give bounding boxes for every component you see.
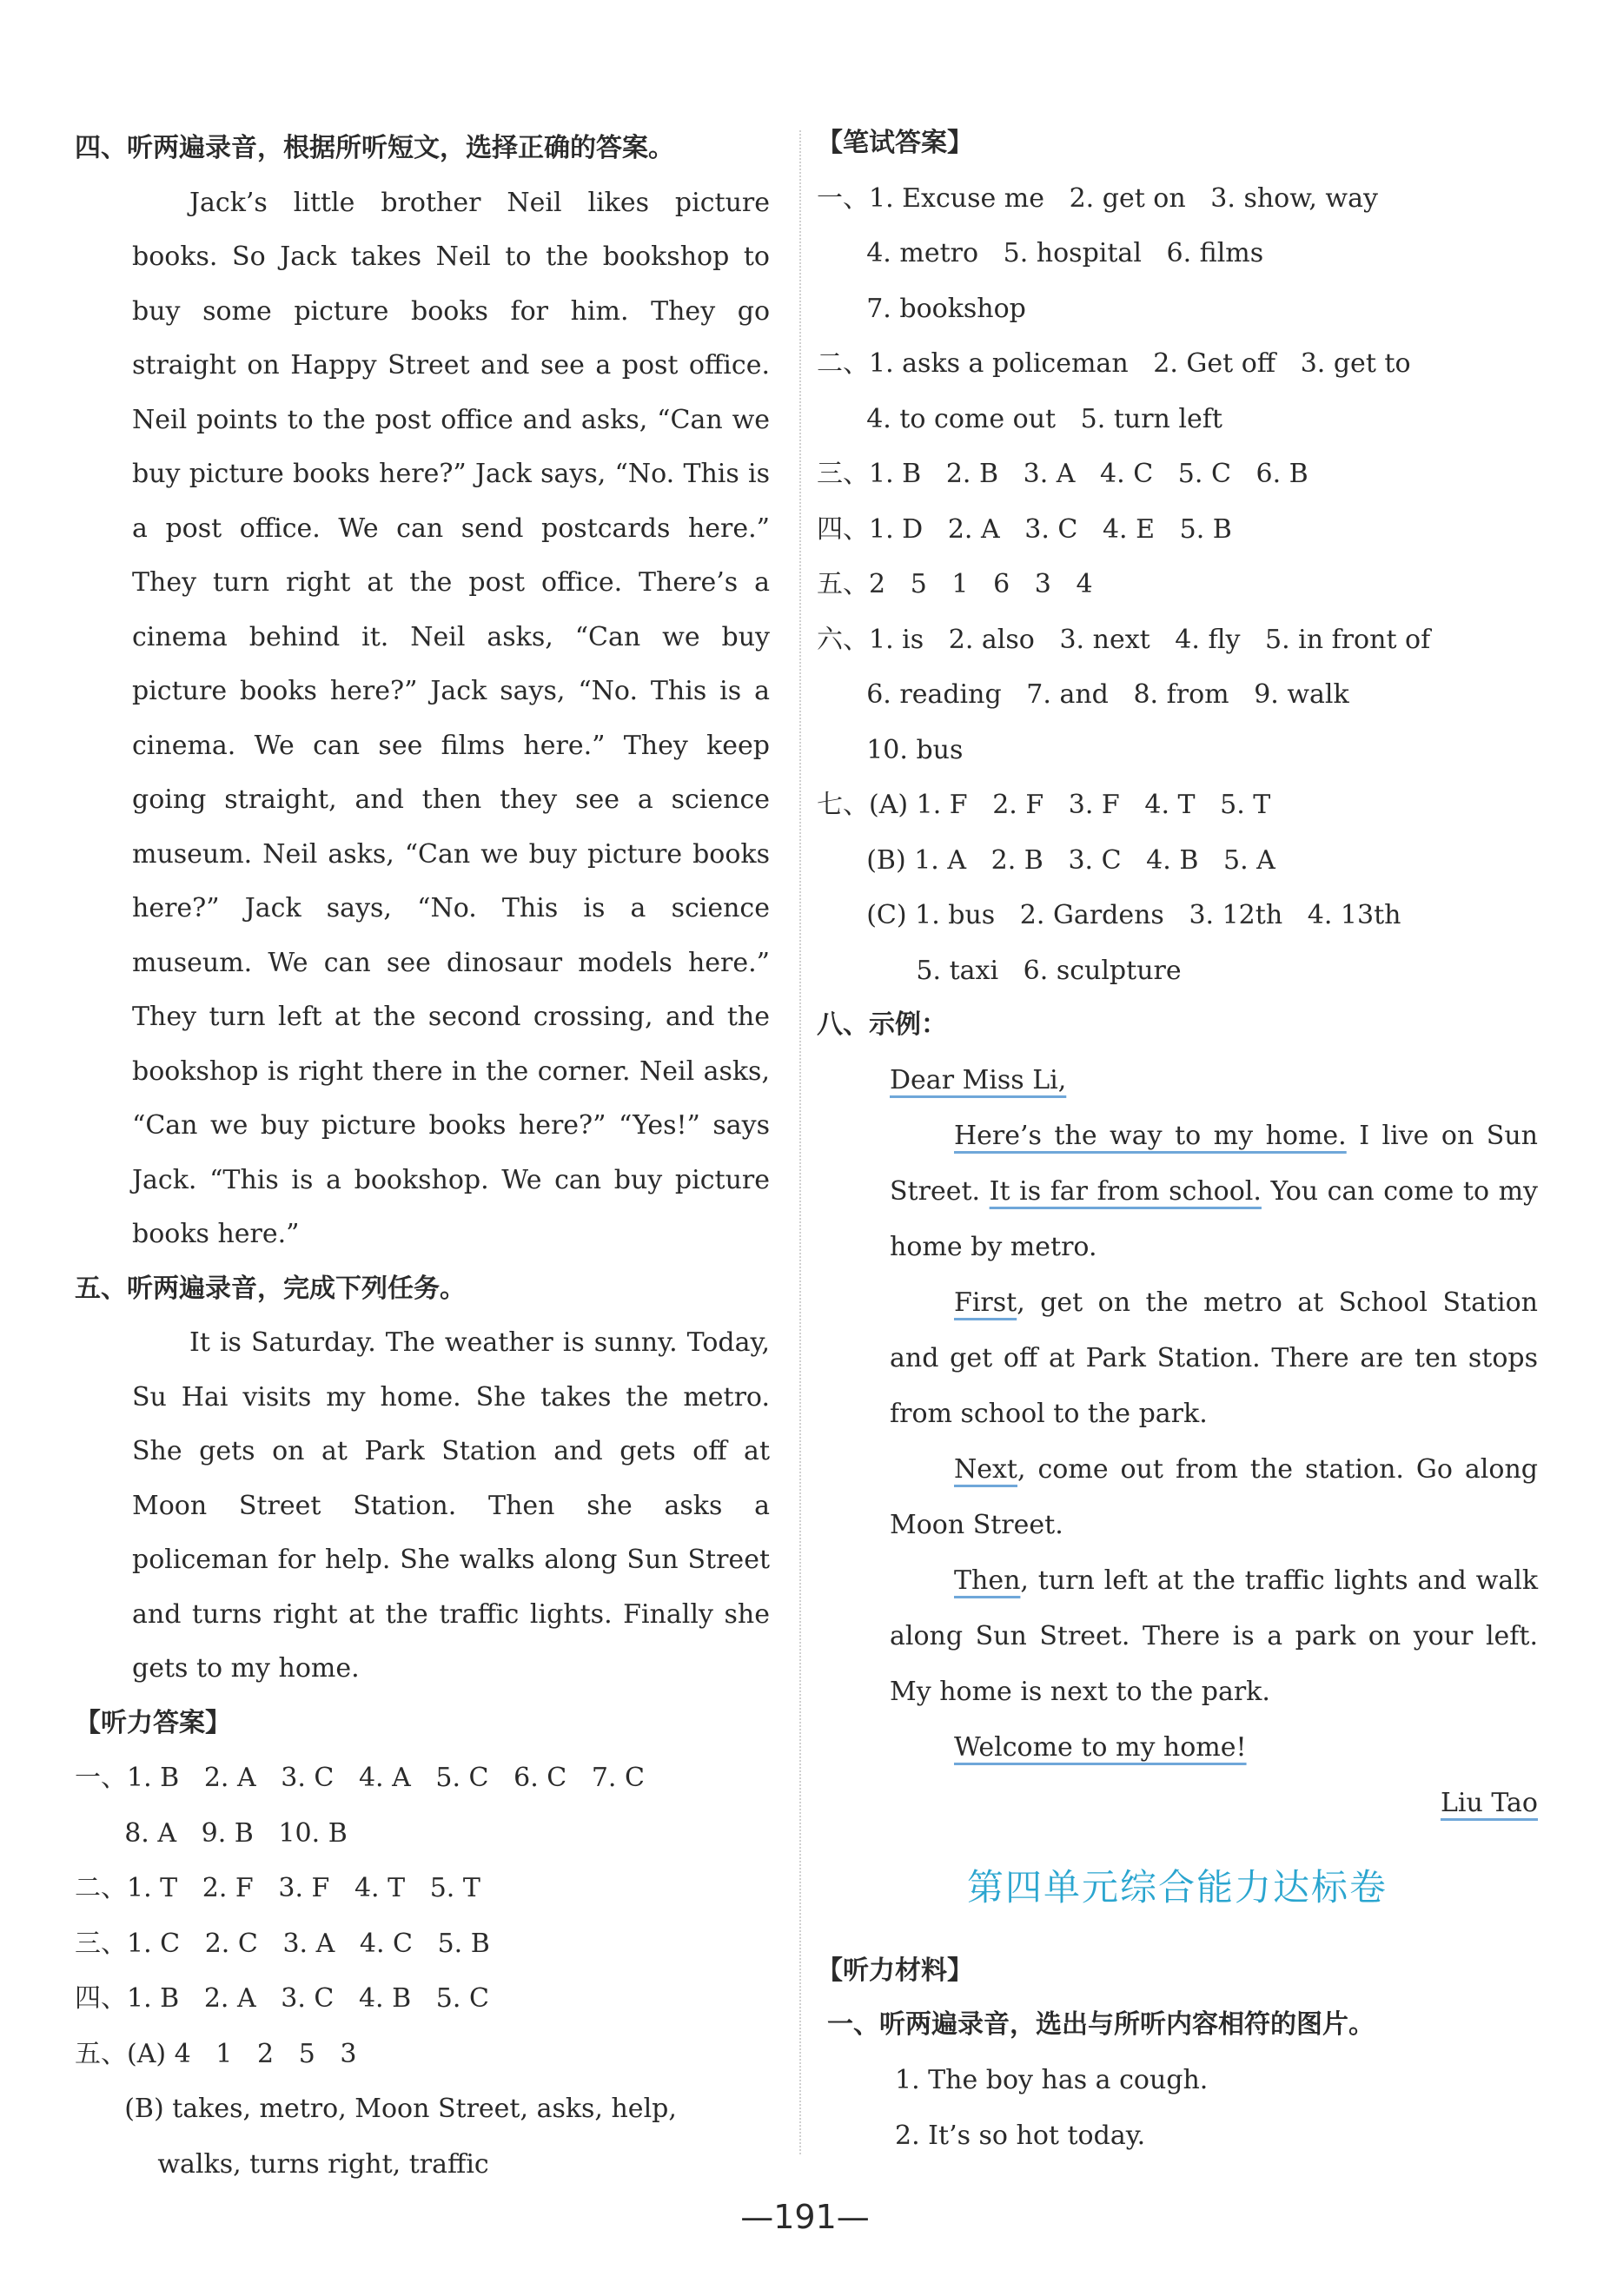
- answer-line: 三、1. B 2. B 3. A 4. C 5. C 6. B: [817, 459, 1309, 489]
- answer-line: 4. to come out 5. turn left: [817, 403, 1222, 434]
- listening-section1-heading: 一、听两遍录音，选出与所听内容相符的图片。: [827, 2009, 1375, 2040]
- column-divider: [799, 130, 801, 2154]
- letter-text: You can come to my home by metro.: [890, 1175, 1538, 1262]
- letter-signature-text: Liu Tao: [1440, 1787, 1538, 1818]
- listening-item: 2. It’s so hot today.: [895, 2120, 1146, 2151]
- answer-line: 7. bookshop: [817, 293, 1026, 324]
- answer-line: (C) 1. bus 2. Gardens 3. 12th 4. 13th: [817, 900, 1401, 930]
- answer-line: 10. bus: [817, 734, 964, 765]
- letter-greeting: [890, 1053, 1538, 1108]
- answer-line: 三、1. C 2. C 3. A 4. C 5. B: [75, 1928, 490, 1959]
- letter-paragraph-4: [890, 1553, 1538, 1720]
- section5-heading: 五、听两遍录音，完成下列任务。: [75, 1273, 466, 1304]
- letter-closing: [890, 1720, 1538, 1776]
- answer-line: (B) takes, metro, Moon Street, asks, help,: [75, 2094, 677, 2124]
- section4-heading: 四、听两遍录音，根据所听短文，选择正确的答案。: [75, 133, 674, 163]
- letter-paragraph-3: [890, 1442, 1538, 1553]
- answer-line: 一、1. B 2. A 3. C 4. A 5. C 6. C 7. C: [75, 1763, 645, 1793]
- letter-text: I live on Sun Street.: [890, 1120, 1539, 1207]
- letter-signature: [817, 1776, 1538, 1831]
- letter-greeting-text: Dear Miss Li,: [890, 1064, 1067, 1095]
- page-number: —191—: [740, 2198, 870, 2236]
- answer-line: 5. taxi 6. sculpture: [817, 955, 1182, 986]
- letter-underlined-word: Then: [954, 1565, 1021, 1596]
- listening-material-heading: 【听力材料】: [817, 1955, 973, 1986]
- answer-line: 二、1. T 2. F 3. F 4. T 5. T: [75, 1873, 480, 1903]
- letter-underlined-word: Next: [954, 1453, 1017, 1485]
- listening-answers-list: [75, 1750, 770, 2192]
- answer-line: walks, turns right, traffic: [75, 2148, 489, 2180]
- left-column: [75, 122, 770, 2192]
- answer-line: 6. reading 7. and 8. from 9. walk: [817, 679, 1349, 710]
- section5-passage: It is Saturday. The weather is sunny. Today, Su Hai visits my home. She takes the metro. She gets on at Park Station and gets off at Moon Street Station. Then she asks a policeman for help. She walks along Sun Street and turns right at the traffic lights. Finally she gets to my home.: [132, 1327, 770, 1684]
- right-column: [817, 122, 1538, 2164]
- sample-heading: 八、示例：: [817, 1009, 947, 1040]
- letter-text: , come out from the station. Go along Moon Street.: [890, 1453, 1538, 1540]
- answer-line: 二、1. asks a policeman 2. Get off 3. get to: [817, 348, 1411, 379]
- letter-text: , turn left at the traffic lights and walk along Sun Street. There is a park on your left. My home is next to the park.: [890, 1565, 1538, 1707]
- letter-underlined-word: First: [954, 1287, 1017, 1318]
- answer-line: (B) 1. A 2. B 3. C 4. B 5. A: [817, 844, 1275, 876]
- letter-text: , get on the metro at School Station and get off at Park Station. There are ten stops from school to the park.: [890, 1287, 1538, 1429]
- answer-line: 五、2 5 1 6 3 4: [817, 569, 1093, 599]
- letter-underlined-phrase: Here’s the way to my home.: [954, 1120, 1347, 1151]
- listening-item: 1. The boy has a cough.: [895, 2064, 1209, 2095]
- answer-line: 四、1. D 2. A 3. C 4. E 5. B: [817, 513, 1232, 545]
- answer-line: 四、1. B 2. A 3. C 4. B 5. C: [75, 1983, 489, 2014]
- answer-line: 4. metro 5. hospital 6. films: [817, 238, 1264, 268]
- answer-line: 五、(A) 4 1 2 5 3: [75, 2038, 357, 2069]
- unit-title: 第四单元综合能力达标卷: [966, 1865, 1388, 1909]
- listening-answers-heading: 【听力答案】: [75, 1707, 231, 1738]
- section4-passage: Jack’s little brother Neil likes picture books. So Jack takes Neil to the bookshop to buy some picture books for him. They go straight on Happy Street and see a post office. Neil points to the post office and asks, “Can we buy picture books here?” Jack says, “No. This is a post office. We can send postcards here.” They turn right at the post office. There’s a cinema behind it. Neil asks, “Can we buy picture books here?” Jack says, “No. This is a cinema. We can see films here.” They keep going straight, and then they see a science museum. Neil asks, “Can we buy picture books here?” Jack says, “No. This is a science museum. We can see dinosaur models here.” They turn left at the second crossing, and the bookshop is right there in the corner. Neil asks, “Can we buy picture books here?” “Yes!” says Jack. “This is a bookshop. We can buy picture books here.”: [132, 187, 770, 1249]
- written-answers-heading: 【笔试答案】: [817, 128, 973, 158]
- letter-closing-text: Welcome to my home!: [954, 1731, 1247, 1763]
- answer-line: 8. A 9. B 10. B: [75, 1817, 348, 1849]
- answer-line: 七、(A) 1. F 2. F 3. F 4. T 5. T: [817, 790, 1271, 820]
- answer-line: 一、1. Excuse me 2. get on 3. show, way: [817, 182, 1378, 214]
- letter-underlined-phrase: It is far from school.: [989, 1175, 1262, 1207]
- sample-letter: [817, 1053, 1538, 1831]
- letter-paragraph-2: [890, 1275, 1538, 1442]
- answer-line: 六、1. is 2. also 3. next 4. fly 5. in front of: [817, 624, 1431, 655]
- written-answers-list: [817, 171, 1538, 999]
- letter-paragraph-1: [890, 1108, 1538, 1275]
